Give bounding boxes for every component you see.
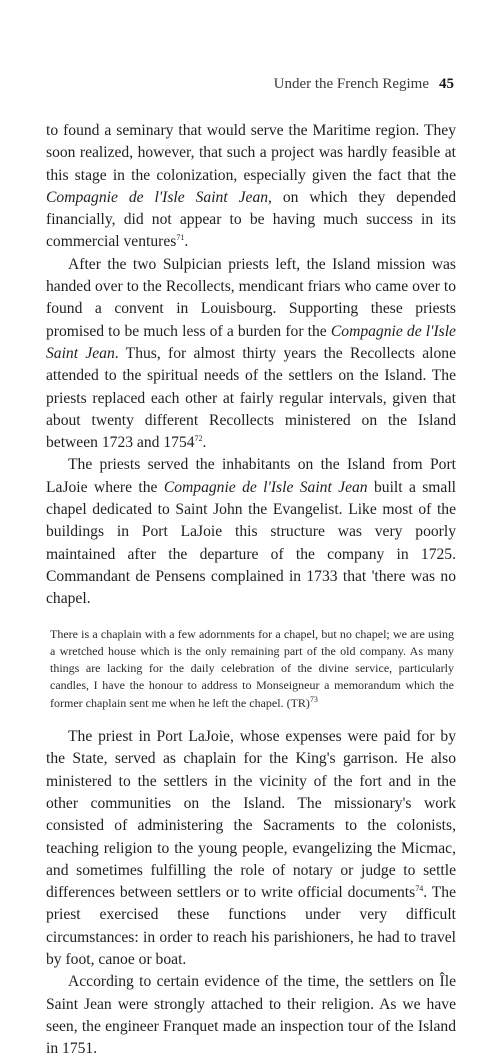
text-run: . — [202, 434, 207, 452]
text-run: . The priest exercised these functions under very difficult circumstances: in order to reach his parishioners, he had to travel by foot, canoe or boat. — [46, 884, 456, 968]
text-run: . Thus, for almost thirty years the Recollects alone attended to the spiritual needs of the settlers on the Island. The priests replaced each other at fairly regular intervals, given that about twenty different Recollects ministered on the Island between 1723 and 1754 — [46, 344, 456, 452]
footnote-reference: 74 — [415, 883, 424, 893]
italic-text: Compagnie de l'Isle Saint Jean — [163, 478, 368, 496]
italic-text: Compagnie de l'Isle Saint Jean — [46, 188, 269, 206]
text-run: There is a chaplain with a few adornments for a chapel, but no chapel; we are using a wretched house which is the only remaining part of the old company. As many things are lacking for the daily celebration of the divine service, particularly candles, I have the honour to address to Monseigneur a memorandum which the former chaplain sent me when he left the chapel. (TR) — [50, 626, 454, 710]
text-run: built a small chapel dedicated to Saint John the Evangelist. Like most of the buildings in Port LaJoie this structure was very poorly maintained after the departure of the company in 1725. Commandant de Pensens complained in 1733 that 'there was no chapel. — [46, 478, 457, 608]
page-number: 45 — [439, 76, 454, 92]
italic-text: Compagnie de l'Isle Saint Jean — [46, 322, 456, 362]
paragraph-4 — [46, 726, 456, 971]
block-quote-text — [50, 626, 454, 712]
text-run: After the two Sulpician priests left, the Island mission was handed over to the Recollects, mendicant friars who came over to found a convent in Louisbourg. Supporting these priests promised to be much less of a burden for the — [46, 255, 456, 340]
footnote-reference: 72 — [194, 433, 203, 443]
paragraph-1 — [46, 120, 456, 254]
body-text — [46, 120, 456, 1060]
text-run: The priests served the inhabitants on the Island from Port LaJoie where the — [46, 456, 456, 496]
paragraph-5 — [46, 971, 456, 1060]
block-quote — [46, 626, 456, 712]
text-run: According to certain evidence of the time, the settlers on Île Saint Jean were strongly attached to their religion. As we have seen, the engineer Franquet made an inspection tour of the Island in 1751. — [46, 973, 456, 1058]
paragraph-3 — [46, 454, 456, 610]
footnote-reference: 71 — [176, 233, 185, 243]
running-header — [274, 76, 454, 93]
text-run: , on which they depended financially, did not appear to be having much success in its commercial ventures — [46, 188, 456, 251]
text-run: to found a seminary that would serve the Maritime region. They soon realized, however, that such a project was hardly feasible at this stage in the colonization, especially given the fact that the — [46, 122, 456, 184]
text-run: The priest in Port LaJoie, whose expenses were paid for by the State, served as chaplain for the King's garrison. He also ministered to the settlers in the vicinity of the fort and in the other communities on the Island. The missionary's work consisted of administering the Sacraments to the colonists, teaching religion to the young people, evangelizing the Micmac, and sometimes fulfilling the role of notary or judge to settle differences between settlers or to write official documents — [46, 728, 456, 902]
running-title: Under the French Regime — [273, 76, 429, 92]
footnote-reference: 73 — [309, 694, 318, 704]
paragraph-2 — [46, 254, 456, 455]
text-run: . — [184, 233, 189, 251]
